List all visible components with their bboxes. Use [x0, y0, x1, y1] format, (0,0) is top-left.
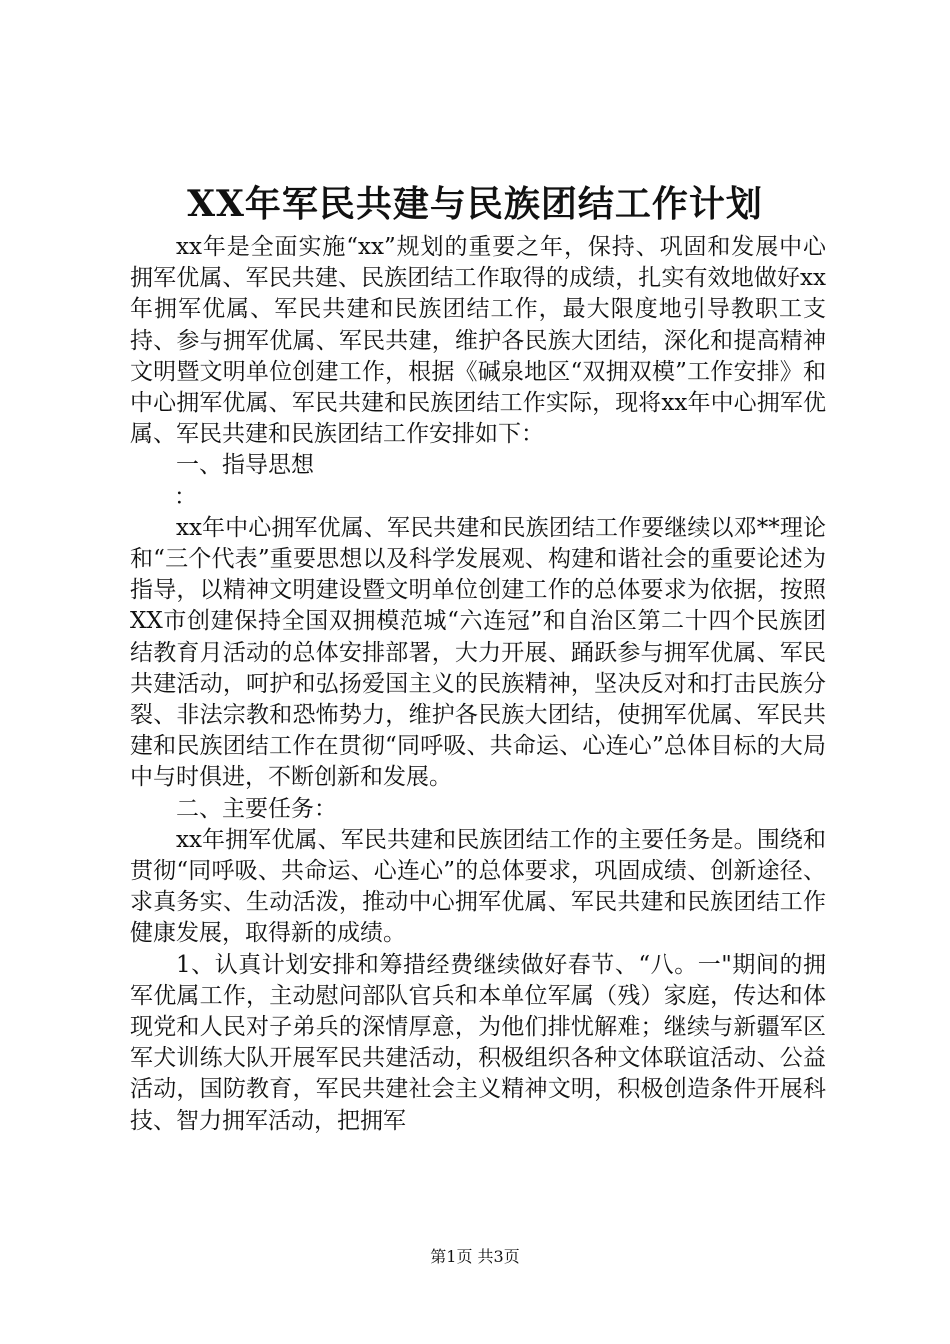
section-heading-main-tasks: 二、主要任务： [176, 795, 337, 822]
guiding-ideology-paragraph: xx年中心拥军优属、军民共建和民族团结工作要继续以邓**理论和“三个代表”重要思想以及科学发展观、构建和谐社会的重要论述为指导，以精神文明建设暨文明单位创建工作的总体要求为依据，按照XX市创建保持全国双拥模范城“六连冠”和自治区第二十四个民族团结教育月活动的总体安排部署，大力开展、踊跃参与拥军优属、军民共建活动，呵护和弘扬爱国主义的民族精神，坚决反对和打击民族分裂、非法宗教和恐怖势力，维护各民族大团结，使拥军优属、军民共建和民族团结工作在贯彻“同呼吸、共命运、心连心”总体目标的大局中与时俱进，不断创新和发展。 [130, 514, 826, 791]
section-heading-guiding-ideology: 一、指导思想 [176, 452, 314, 479]
stray-colon-line: ： [174, 483, 197, 510]
main-tasks-paragraph: xx年拥军优属、军民共建和民族团结工作的主要任务是。围绕和贯彻“同呼吸、共命运、心连心”的总体要求，巩固成绩、创新途径、求真务实、生动活泼，推动中心拥军优属、军民共建和民族团结工作健康发展，取得新的成绩。 [130, 826, 826, 947]
document-title: XX年军民共建与民族团结工作计划 [187, 183, 763, 225]
page-number-footer: 第1页 共3页 [430, 1247, 520, 1266]
task-item-1-paragraph: 1、认真计划安排和筹措经费继续做好春节、“八。一"期间的拥军优属工作，主动慰问部队官兵和本单位军属（残）家庭，传达和体现党和人民对子弟兵的深情厚意，为他们排忧解难；继续与新疆军区军犬训练大队开展军民共建活动，积极组织各种文体联谊活动、公益活动，国防教育，军民共建社会主义精神文明，积极创造条件开展科技、智力拥军活动，把拥军 [130, 951, 826, 1134]
document-body [130, 232, 826, 1137]
intro-paragraph: xx年是全面实施“xx”规划的重要之年，保持、巩固和发展中心拥军优属、军民共建、民族团结工作取得的成绩，扎实有效地做好xx年拥军优属、军民共建和民族团结工作，最大限度地引导教职工支持、参与拥军优属、军民共建，维护各民族大团结，深化和提高精神文明暨文明单位创建工作，根据《碱泉地区“双拥双模”工作安排》和中心拥军优属、军民共建和民族团结工作实际，现将xx年中心拥军优属、军民共建和民族团结工作安排如下： [130, 234, 826, 448]
